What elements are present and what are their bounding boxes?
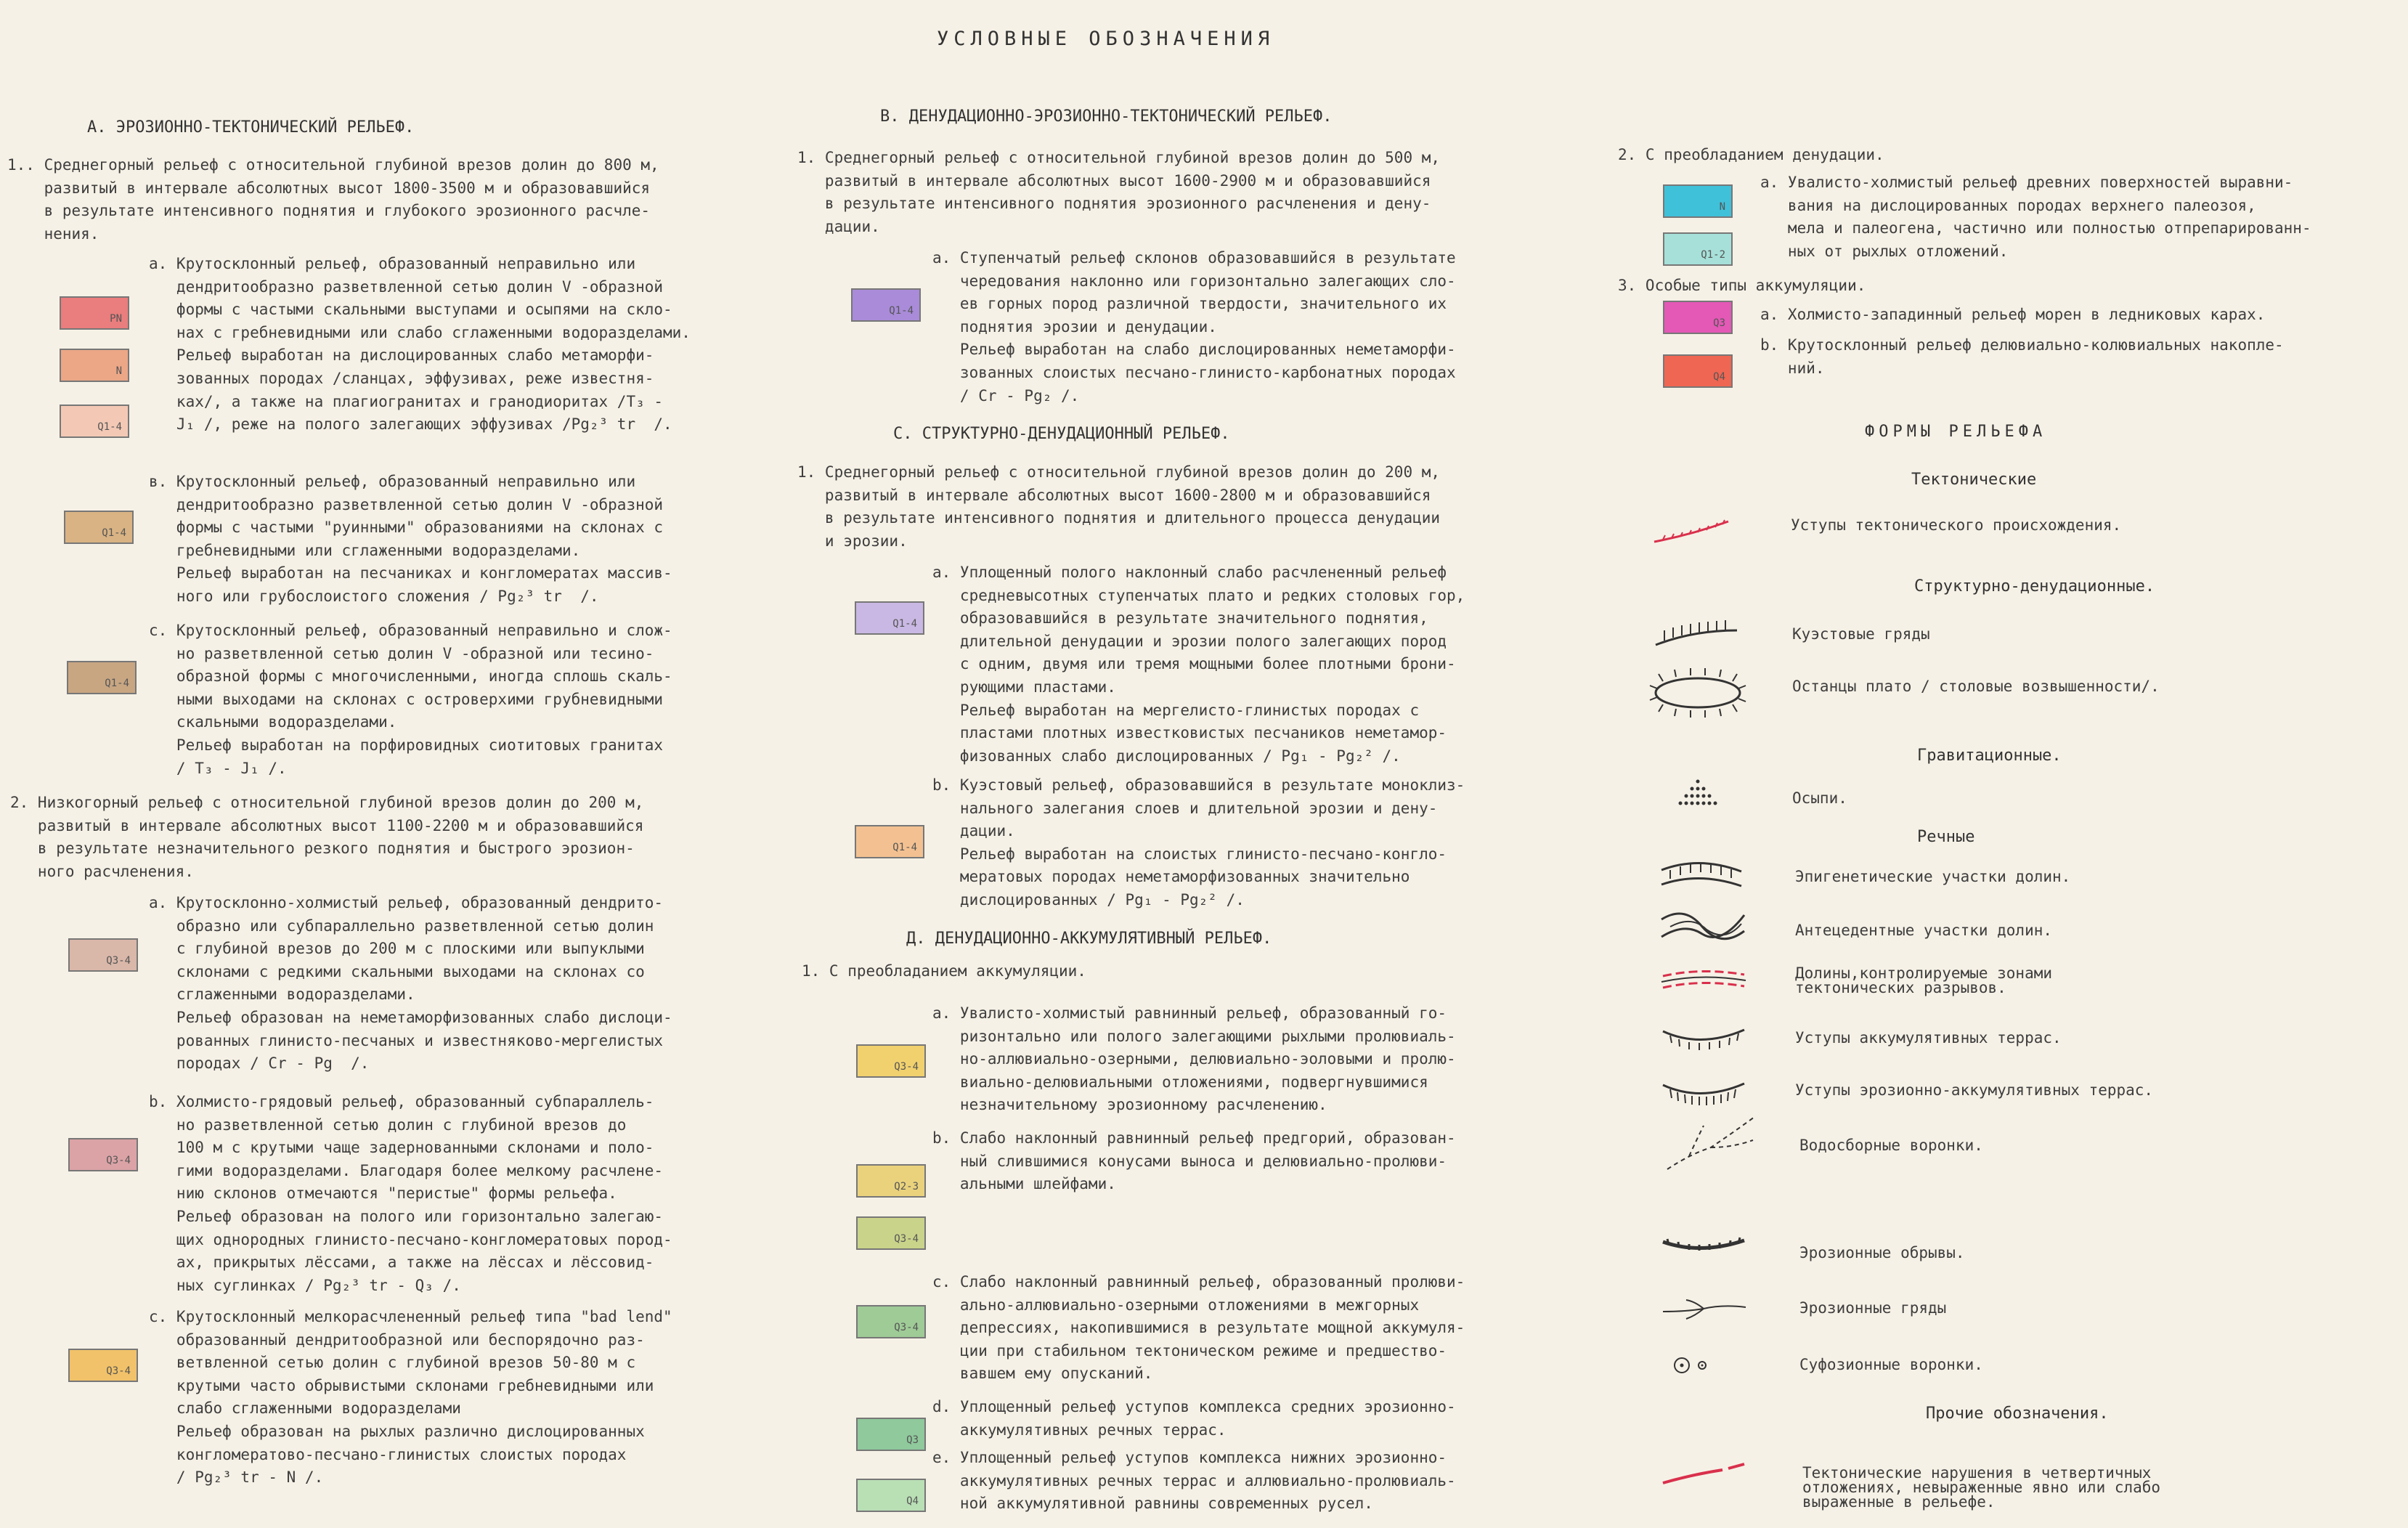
- swatch-d-q3: [856, 1418, 926, 1451]
- swatch-label: Q1-4: [97, 421, 122, 433]
- erosion-1-label: Эрозионные обрывы.: [1799, 1244, 1965, 1261]
- catchment-funnel-icon: [1660, 1111, 1762, 1177]
- col1-item-a: а. Крутосклонный рельеф, образованный неправильно или дендритообразно разветвленной сетью долин V -образной формы с частыми скальными выступами и осыпями на скло- нах с гребневидными или слабо сглаженными водоразделами. Рельеф выработан на дислоцированных слабо метаморфи- зованных породах /сланцах, эффузивах, реже известня- ках/, а также на плагиогранитах и гранодиоритах /T₃ - J₁ /, реже на полого залегающих эффузивах /Pg₂³ tr /.: [149, 255, 691, 434]
- col1-item-c: с. Крутосклонный рельеф, образованный неправильно и слож- но разветвленной сетью долин V -образной или тесино- образной формы с многочисленными, иногда сплошь скаль- ными выходами на склонах с островерхими грубневидными скальными водоразделами. Рельеф выработан на порфировидных сиотитовых гранитах / T₃ - J₁ /.: [149, 622, 672, 777]
- river-1-label: Эпигенетические участки долин.: [1795, 868, 2071, 885]
- scree-icon: [1669, 774, 1727, 818]
- plateau-remnant-icon: [1647, 667, 1749, 718]
- swatch-pn: [60, 296, 129, 330]
- antecedent-valley-icon: [1656, 905, 1750, 956]
- col2-pC: 1. Среднегорный рельеф с относительной глубиной врезов долин до 200 м, развитый в интервале абсолютных высот 1600-2800 м и образовавшийся в результате интенсивного поднятия и длительного процесса денудации и эрозии.: [797, 463, 1441, 550]
- col2-item-bC: b. Куэстовый рельеф, образовавшийся в результате моноклиз- нального залегания слоев и длительной эрозии и дену- дации. Рельеф выработан на слоистых глинисто-песчано-конгло- мератовых породах неметаморфизованных значительно дислоцированных / Pg₁ - Pg₂² /.: [932, 776, 1465, 909]
- swatch-label: Q4: [1713, 371, 1725, 383]
- section-b-heading: В. ДЕНУДАЦИОННО-ЭРОЗИОННО-ТЕКТОНИЧЕСКИЙ РЕЛЬЕФ.: [880, 107, 1333, 126]
- other-heading: Прочие обозначения.: [1926, 1405, 2109, 1423]
- col1-p2: 2. Низкогорный рельеф с относительной глубиной врезов долин до 200 м, развитый в интервале абсолютных высот 1100-2200 м и образовавшийся в результате незначительного резкого поднятия и быстрого эрозион- ного расчленения.: [10, 794, 644, 880]
- col2-item-aC: а. Уплощенный полого наклонный слабо расчлененный рельеф средневысотных ступенчатых плато и редких столовых гор, образовавшийся в результате значительного поднятия, длительной денудации и эрозии полого залегающих пород с одним, двумя или тремя мощными более плотными брони- рующими пластами. Рельеф выработан на мергелисто-глинистых породах с пластами плотных известковистых песчаников неметамор- физованных слабо дислоцированных / Pg₁ - Pg₂² /.: [932, 564, 1465, 765]
- section-a-heading: А. ЭРОЗИОННО-ТЕКТОНИЧЕСКИЙ РЕЛЬЕФ.: [87, 118, 415, 137]
- swatch-n: [60, 349, 129, 382]
- page-title: УСЛОВНЫЕ ОБОЗНАЧЕНИЯ: [937, 28, 1275, 50]
- swatch-label: Q1-4: [105, 678, 129, 689]
- swatch-q34-b: [68, 1138, 138, 1171]
- swatch-d-q23: [856, 1164, 926, 1198]
- grav-heading: Гравитационные.: [1917, 747, 2062, 765]
- col2-item-eD: е. Уплощенный рельеф уступов комплекса нижних эрозионно- аккумулятивных речных террас и аллювиально-пролювиаль- ной аккумулятивной равнины современных русел.: [932, 1449, 1456, 1513]
- swatch-q34-a: [68, 938, 138, 972]
- erosion-2-label: Эрозионные гряды: [1799, 1299, 1947, 1317]
- river-heading: Речные: [1917, 828, 1975, 846]
- swatch-d-q34: [856, 1044, 926, 1078]
- swatch-e-n: [1663, 184, 1733, 218]
- section-c-heading: С. СТРУКТУРНО-ДЕНУДАЦИОННЫЙ РЕЛЬЕФ.: [893, 425, 1230, 443]
- tect-1-label: Уступы тектонического происхождения.: [1791, 516, 2122, 534]
- col1-item-b2: b. Холмисто-грядовый рельеф, образованный субпараллель- но разветвленной сетью долин с глубиной врезов до 100 м с крутыми чаще задернованными склонами и поло- гими водоразделами. Благодаря более мелкому расчлене- нию склонов отмечаются "перистые" формы рельефа. Рельеф образован на полого или горизонтально залегаю- щих однородных глинисто-песчано-конгломератовых пород- ах, прикрытых лёссами, а также на лёссах и лёссовид- ных суглинках / Pg₂³ tr - Q₃ /.: [149, 1093, 672, 1294]
- swatch-e-q4: [1663, 354, 1733, 388]
- erosion-3-label: Суфозионные воронки.: [1799, 1356, 1983, 1373]
- col1-item-c2: с. Крутосклонный мелкорасчлененный рельеф типа "bad lend" образованный дендритообразной или беспорядочно раз- ветвленной сетью долин с глубиной врезов 50-80 м с крутыми часто обрывистыми склонами гребневидными или слабо сглаженными водоразделами Рельеф образован на рыхлых различно дислоцированных конгломератово-песчано-глинистых слоистых породах / Pg₂³ tr - N /.: [149, 1308, 672, 1487]
- grav-1-label: Осыпи.: [1792, 789, 1847, 807]
- col3-item-b3: b. Крутосклонный рельеф делювиально-колювиальных накопле- ний.: [1760, 336, 2284, 377]
- col2-pD: 1. С преобладанием аккумуляции.: [802, 962, 1086, 980]
- swatch-label: Q1-2: [1701, 249, 1725, 261]
- swatch-label: Q3-4: [106, 955, 131, 967]
- swatch-q34-c: [68, 1349, 138, 1382]
- swatch-label: Q1-4: [889, 305, 914, 317]
- swatch-label: Q3: [1713, 317, 1725, 329]
- col1-item-b: в. Крутосклонный рельеф, образованный неправильно или дендритообразно разветвленной сетью долин V -образной формы с частыми "руинными" образованиями на склонах с гребневидными или сглаженными водоразделами. Рельеф выработан на песчаниках и конгломератах массив- ного или грубослоистого сложения / Pg₂³ tr /.: [149, 473, 672, 605]
- swatch-label: PN: [110, 313, 122, 325]
- swatch-label: N: [115, 365, 122, 377]
- col1-item-a2: а. Крутосклонно-холмистый рельеф, образованный дендрито- образно или субпараллельно разветвленной сетью долин с глубиной врезов до 200 м с плоскими или выпуклыми склонами с редкими скальными выходами на склонах со сглаженными водоразделами. Рельеф образован на неметаморфизованных слабо дислоци- рованных глинисто-песчаных и известняково-мергелистых породах / Cr - Pg /.: [149, 894, 672, 1073]
- col3-p3: 3. Особые типы аккумуляции.: [1618, 277, 1866, 294]
- erosion-accumulative-terrace-icon: [1657, 1073, 1752, 1110]
- swatch-d-q4: [856, 1479, 926, 1512]
- swatch-q14-b: [64, 511, 134, 544]
- swatch-label: Q3-4: [894, 1061, 919, 1073]
- tectonic-scarp-icon: [1648, 513, 1736, 549]
- col2-pB: 1. Среднегорный рельеф с относительной глубиной врезов долин до 500 м, развитый в интервале абсолютных высот 1600-2900 м и образовавшийся в результате интенсивного поднятия эрозионного расчленения и дену- дации.: [797, 149, 1441, 235]
- swatch-label: Q1-4: [892, 618, 917, 630]
- suffosion-funnel-icon: [1670, 1351, 1721, 1380]
- tect-heading: Тектонические: [1911, 471, 2037, 489]
- swatch-label: Q3-4: [894, 1233, 919, 1245]
- struct-2-label: Останцы плато / столовые возвышенности/.: [1792, 678, 2160, 695]
- river-6-label: Водосборные воронки.: [1799, 1137, 1983, 1154]
- col3-item-a3: а. Холмисто-западинный рельеф морен в ледниковых карах.: [1760, 306, 2266, 323]
- epigenetic-valley-icon: [1656, 856, 1750, 899]
- col3-p2: 2. С преобладанием денудации.: [1618, 146, 1884, 163]
- river-5-label: Уступы эрозионно-аккумулятивных террас.: [1795, 1081, 2154, 1099]
- col2-item-dD: d. Уплощенный рельеф уступов комплекса средних эрозионно- аккумулятивных речных террас.: [932, 1398, 1456, 1439]
- swatch-q14-a: [60, 405, 129, 438]
- swatch-label: Q2-3: [894, 1181, 919, 1192]
- river-3-label: Долины,контролируемые зонами тектонических разрывов.: [1795, 964, 2053, 996]
- accumulative-terrace-icon: [1657, 1020, 1752, 1056]
- col2-item-aD: а. Увалисто-холмистый равнинный рельеф, образованный го- ризонтально или полого залегающими рыхлыми пролювиаль- но-аллювиально-озерными, делювиально-эоловыми и пролю- виально-делювиальными отложениями, подвергнувшимися незначительному эрозионному расчленению.: [932, 1004, 1456, 1114]
- swatch-q14-c: [67, 661, 137, 694]
- river-4-label: Уступы аккумулятивных террас.: [1795, 1029, 2062, 1047]
- river-2-label: Антецедентные участки долин.: [1795, 922, 2053, 939]
- swatch-d-q34b: [856, 1216, 926, 1250]
- col2-item-cD: с. Слабо наклонный равнинный рельеф, образованный пролюви- ально-аллювиально-озерными отложениями в межгорных депрессиях, накопившимися в результате мощной аккумуля- ции при стабильном тектоническом режиме и предшество- вавшем ему опусканий.: [932, 1273, 1465, 1383]
- swatch-label: Q3-4: [894, 1322, 919, 1333]
- cuesta-ridge-icon: [1650, 616, 1744, 652]
- swatch-label: N: [1719, 201, 1725, 213]
- quaternary-fault-icon: [1657, 1460, 1752, 1489]
- swatch-label: Q3: [906, 1434, 919, 1446]
- col3-item-a2: а. Увалисто-холмистый рельеф древних поверхностей выравни- вания на дислоцированных породах верхнего палеозоя, мела и палеогена, частично или полностью отпрепарированн- ных от рыхлых отложений.: [1760, 174, 2311, 260]
- col1-p1: 1.. Среднегорный рельеф с относительной глубиной врезов долин до 800 м, развитый в интервале абсолютных высот 1800-3500 м и образовавшийся в результате интенсивного поднятия и глубокого эрозионного расчле- нения.: [7, 156, 659, 243]
- swatch-c-q14-a: [855, 601, 924, 635]
- erosion-scarp-icon: [1657, 1232, 1752, 1261]
- swatch-e-q12: [1663, 232, 1733, 266]
- swatch-c-q14-b: [855, 825, 924, 858]
- swatch-e-q3: [1663, 301, 1733, 334]
- struct-heading: Структурно-денудационные.: [1914, 577, 2155, 596]
- erosion-ridge-icon: [1657, 1290, 1752, 1326]
- swatch-label: Q4: [906, 1495, 919, 1507]
- swatch-d-q34c: [856, 1305, 926, 1338]
- swatch-label: Q3-4: [106, 1365, 131, 1377]
- section-d-heading: Д. ДЕНУДАЦИОННО-АККУМУЛЯТИВНЫЙ РЕЛЬЕФ.: [906, 930, 1272, 948]
- col2-item-aB: а. Ступенчатый рельеф склонов образовавшийся в результате чередования наклонно или горизонтально залегающих сло- ев горных пород различной твердости, значительного их поднятия эрозии и денудации. Рельеф выработан на слабо дислоцированных неметаморфи- зованных слоистых песчано-глинисто-карбонатных породах / Cr - Pg₂ /.: [932, 249, 1456, 405]
- swatch-label: Q3-4: [106, 1155, 131, 1166]
- swatch-b-q14: [851, 288, 921, 322]
- swatch-label: Q1-4: [892, 842, 917, 853]
- struct-1-label: Куэстовые гряды: [1792, 625, 1930, 643]
- swatch-label: Q1-4: [102, 527, 126, 539]
- forms-title: ФОРМЫ РЕЛЬЕФА: [1865, 423, 2047, 441]
- col2-item-bD: b. Слабо наклонный равнинный рельеф предгорий, образован- ный слившимися конусами выноса и делювиально-пролюви- альными шлейфами.: [932, 1129, 1456, 1193]
- fault-valley-icon: [1657, 960, 1752, 1004]
- other-1-label: Тектонические нарушения в четвертичных отложениях, невыраженные явно или слабо выраженные в рельефе.: [1802, 1464, 2161, 1511]
